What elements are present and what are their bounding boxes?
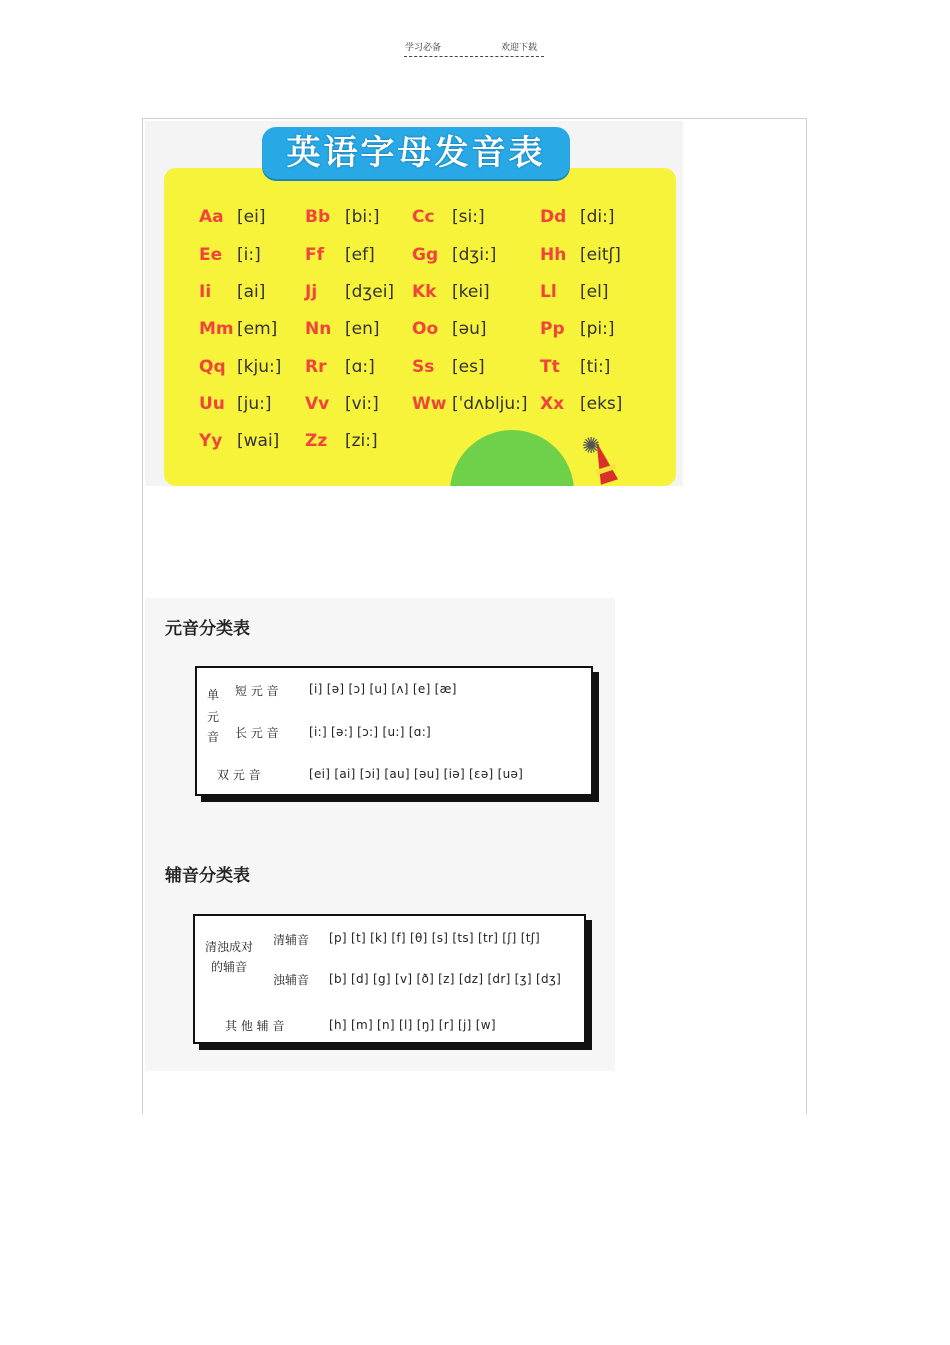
diphthong-symbols: [ei] [ai] [ɔi] [au] [əu] [iə] [ɛə] [uə]: [309, 767, 524, 781]
vowel-table-title: 元音分类表: [165, 619, 250, 639]
letter-pronunciation: [el]: [580, 282, 609, 302]
letter-pronunciation: [ef]: [345, 245, 375, 265]
letter-pair: Vv: [305, 394, 330, 414]
alphabet-row: [199, 319, 669, 349]
single-vowel-label-2: 元: [207, 710, 220, 724]
page-header: [404, 38, 544, 57]
letter-pronunciation: [ɑ:]: [345, 357, 375, 377]
consonant-table: [193, 914, 586, 1044]
header-left-text: 学习必备: [405, 43, 442, 53]
frame-left-line: [142, 118, 143, 1114]
alphabet-row: [199, 394, 669, 424]
chart-title: 英语字母发音表: [286, 133, 546, 173]
letter-pronunciation: [en]: [345, 319, 380, 339]
voiced-label: 浊辅音: [273, 973, 310, 987]
voiceless-label: 清辅音: [273, 933, 310, 947]
header-right-text: 欢迎下载: [501, 43, 538, 53]
letter-pair: Ss: [412, 357, 435, 377]
letter-pair: Tt: [540, 357, 560, 377]
letter-pair: Mm: [199, 319, 234, 339]
letter-pair: Jj: [305, 282, 318, 302]
letter-pair: Oo: [412, 319, 439, 339]
alphabet-chart: [145, 121, 683, 486]
letter-pronunciation: [bi:]: [345, 207, 380, 227]
letter-pair: Bb: [305, 207, 331, 227]
letter-pronunciation: [vi:]: [345, 394, 379, 414]
chart-title-banner: [262, 127, 570, 179]
vowel-table: [195, 666, 593, 796]
letter-pronunciation: [ei]: [237, 207, 266, 227]
frame-right-line: [806, 118, 807, 1114]
alphabet-row: [199, 245, 669, 275]
letter-pair: Xx: [540, 394, 565, 414]
letter-pair: Ii: [199, 282, 212, 302]
letter-pronunciation: [eks]: [580, 394, 623, 414]
letter-pronunciation: [kei]: [452, 282, 490, 302]
letter-pair: Aa: [199, 207, 224, 227]
long-vowel-label: 长 元 音: [235, 726, 279, 740]
letter-pair: Ff: [305, 245, 325, 265]
alphabet-row: [199, 357, 669, 387]
paired-consonant-label-1: 清浊成对: [205, 940, 254, 954]
letter-pronunciation: [əu]: [452, 319, 487, 339]
alphabet-row: [199, 431, 669, 461]
letter-pair: Uu: [199, 394, 225, 414]
letter-pair: Ww: [412, 394, 447, 414]
letter-pair: Yy: [199, 431, 223, 451]
letter-pronunciation: [ai]: [237, 282, 266, 302]
short-vowel-symbols: [i] [ə] [ɔ] [u] [ʌ] [e] [æ]: [309, 682, 457, 696]
letter-pair: Ll: [540, 282, 557, 302]
consonant-table-title: 辅音分类表: [165, 866, 250, 886]
other-consonant-label: 其 他 辅 音: [225, 1019, 285, 1033]
letter-pronunciation: [i:]: [237, 245, 261, 265]
letter-pair: Hh: [540, 245, 567, 265]
letter-pronunciation: [dʒi:]: [452, 245, 497, 265]
letter-pair: Rr: [305, 357, 327, 377]
letter-pair: Dd: [540, 207, 567, 227]
other-consonant-symbols: [h] [m] [n] [l] [ŋ] [r] [j] [w]: [329, 1018, 496, 1032]
letter-pronunciation: [wai]: [237, 431, 280, 451]
diphthong-label: 双 元 音: [217, 768, 261, 782]
short-vowel-label: 短 元 音: [235, 684, 279, 698]
long-vowel-symbols: [i:] [ə:] [ɔ:] [u:] [ɑ:]: [309, 725, 432, 739]
letter-pronunciation: [zi:]: [345, 431, 378, 451]
letter-pair: Pp: [540, 319, 565, 339]
letter-pronunciation: [ti:]: [580, 357, 611, 377]
frame-top-line: [142, 118, 807, 119]
letter-pair: Kk: [412, 282, 437, 302]
letter-pair: Zz: [305, 431, 328, 451]
letter-pair: Cc: [412, 207, 435, 227]
single-vowel-label-3: 音: [207, 730, 220, 744]
letter-pronunciation: [eitʃ]: [580, 245, 621, 265]
voiced-symbols: [b] [d] [g] [v] [ð] [z] [dz] [dr] [ʒ] [dʒ]: [329, 972, 562, 986]
letter-pronunciation: [si:]: [452, 207, 485, 227]
letter-pronunciation: [ju:]: [237, 394, 272, 414]
single-vowel-label-1: 单: [207, 688, 220, 702]
alphabet-row: [199, 207, 669, 237]
letter-pronunciation: [di:]: [580, 207, 615, 227]
letter-pronunciation: [kju:]: [237, 357, 282, 377]
letter-pronunciation: [ˈdʌblju:]: [452, 394, 528, 414]
letter-pair: Nn: [305, 319, 332, 339]
phonetic-tables-panel: [145, 598, 615, 1071]
letter-pronunciation: [dʒei]: [345, 282, 395, 302]
sparkle-icon: ✺: [582, 434, 601, 459]
voiceless-symbols: [p] [t] [k] [f] [θ] [s] [ts] [tr] [ʃ] [tʃ]: [329, 931, 541, 945]
letter-pair: Gg: [412, 245, 439, 265]
paired-consonant-label-2: 的辅音: [211, 960, 248, 974]
letter-pronunciation: [es]: [452, 357, 485, 377]
letter-pronunciation: [em]: [237, 319, 278, 339]
letter-pair: Qq: [199, 357, 226, 377]
letter-pair: Ee: [199, 245, 223, 265]
letter-pronunciation: [pi:]: [580, 319, 615, 339]
alphabet-row: [199, 282, 669, 312]
